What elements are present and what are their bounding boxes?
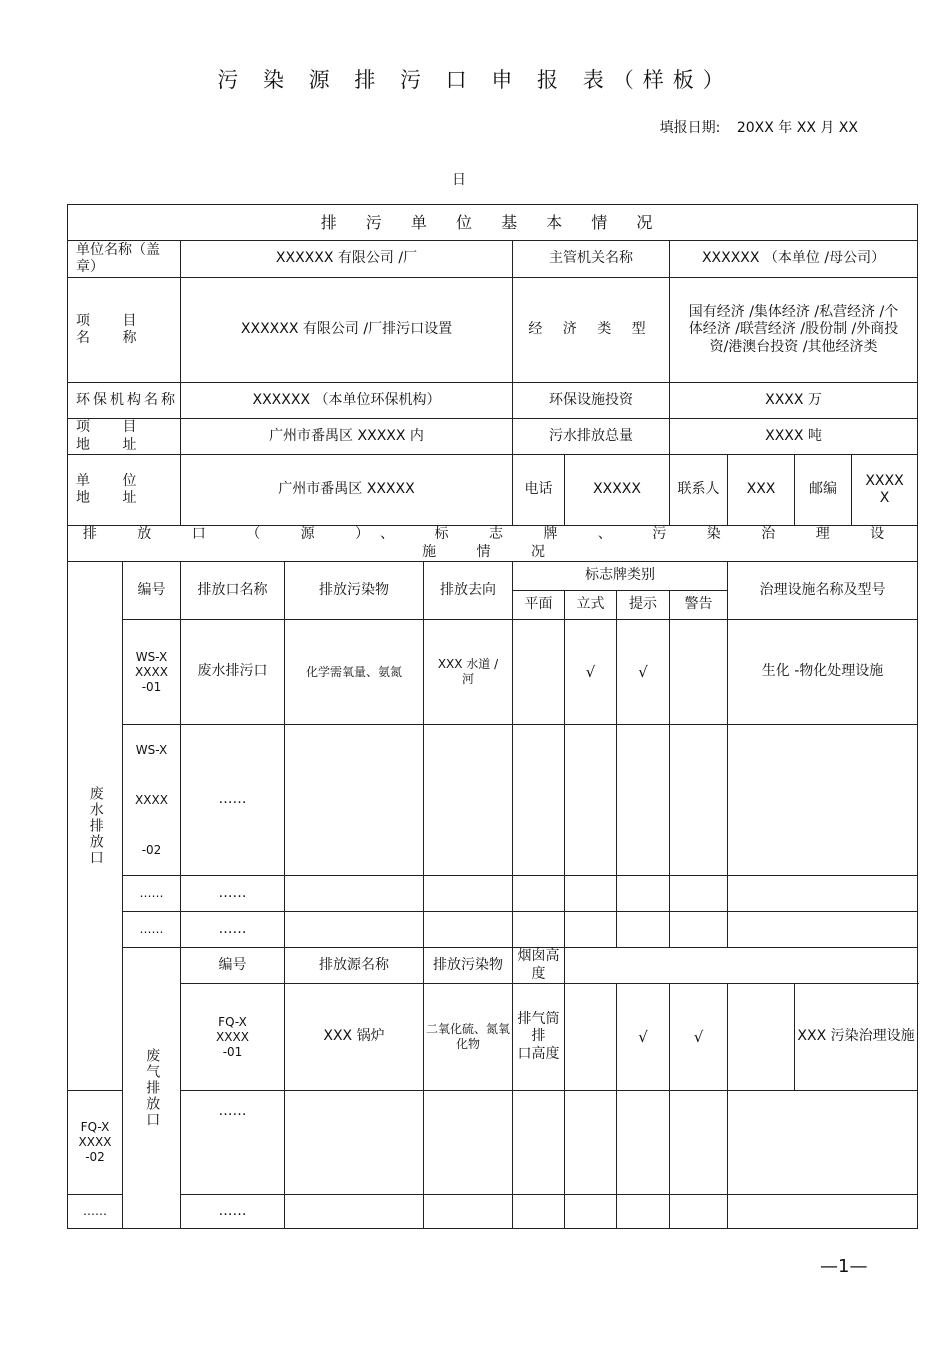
page-number: —1— <box>820 1256 868 1277</box>
ww-row-sign-hint: √ <box>617 620 670 725</box>
id-line: -01 <box>141 679 162 694</box>
outlets-section-title: 排 放 口 （ 源 ）、 标 志 牌 、 污 染 治 理 设 施 情 况 <box>68 526 918 562</box>
id-line: XXXX <box>135 793 168 807</box>
fill-date-value: 20XX 年 XX 月 XX <box>736 120 858 136</box>
ww-row-facility <box>728 912 918 948</box>
wg-row-sign-hint: √ <box>670 984 728 1091</box>
ww-row-sign-flat <box>513 620 565 725</box>
wg-row-name: XXX 锅炉 <box>285 984 424 1091</box>
authority-value: XXXXXX （本单位 /母公司） <box>670 241 918 278</box>
econ-type-value <box>670 278 918 383</box>
ww-row-sign-flat <box>513 876 565 912</box>
ww-header-sign-flat: 平面 <box>513 591 565 620</box>
ww-row-facility <box>728 725 918 876</box>
phone-label: 电话 <box>513 455 565 526</box>
ww-row-sign-flat <box>513 725 565 876</box>
wg-row-sign-hint <box>617 1091 670 1195</box>
basic-section-title: 排 污 单 位 基 本 情 况 <box>68 205 918 241</box>
table-row <box>68 725 918 876</box>
wg-header-pollutant: 排放污染物 <box>424 948 513 984</box>
ww-header-sign-hint: 提示 <box>617 591 670 620</box>
ww-row-sign-standing <box>565 876 617 912</box>
wg-row-id: …… <box>68 1195 123 1229</box>
ww-row-sign-standing: √ <box>565 620 617 725</box>
ww-row-sign-warning <box>670 725 728 876</box>
ww-row-pollutant: 化学需氧量、氨氮 <box>285 620 424 725</box>
econ-type-line: 资/港澳台投资 /其他经济类 <box>709 338 878 355</box>
wg-row-name: …… <box>181 1195 285 1229</box>
id-line: XXXX <box>216 1029 249 1044</box>
project-addr-label: 项 目 地 址 <box>68 419 181 455</box>
ww-row-sign-standing <box>565 725 617 876</box>
ww-header-id: 编号 <box>123 562 181 620</box>
ww-row-name: 废水排污口 <box>181 620 285 725</box>
ww-row-id <box>123 620 181 725</box>
ww-row-sign-hint <box>617 725 670 876</box>
ww-row-pollutant <box>285 876 424 912</box>
wg-row-sign-standing <box>565 1195 617 1229</box>
econ-type-line: 体经济 /联营经济 /股份制 /外商投 <box>688 321 899 338</box>
wastewater-total-value: XXXX 吨 <box>670 419 918 455</box>
ww-row-id <box>123 725 181 876</box>
wg-row-facility: XXX 污染治理设施 <box>795 984 918 1091</box>
postcode-line: XXXX <box>865 472 904 489</box>
ww-row-sign-hint <box>617 876 670 912</box>
wg-row-pollutant <box>285 1091 424 1195</box>
env-org-label: 环保机构名称 <box>68 383 181 419</box>
wg-row-id <box>181 984 285 1091</box>
wg-row-name: …… <box>181 1091 285 1195</box>
id-line: XXXX <box>78 1135 112 1149</box>
id-line: -02 <box>141 843 162 857</box>
fill-date-day: 日 <box>452 172 466 188</box>
ww-row-name: …… <box>181 725 285 876</box>
wg-header-height: 烟囱高度 <box>513 948 565 984</box>
econ-type-label: 经 济 类 型 <box>513 278 670 383</box>
ww-row-sign-standing <box>565 912 617 948</box>
ww-row-name: …… <box>181 912 285 948</box>
ww-row-name: …… <box>181 876 285 912</box>
id-line: XXXX <box>135 664 168 679</box>
id-line: FQ-X <box>80 1120 110 1134</box>
ww-row-destination <box>424 725 513 876</box>
ww-row-destination <box>424 620 513 725</box>
wg-header-blank <box>565 948 918 984</box>
wg-row-height <box>513 984 565 1091</box>
econ-type-line: 国有经济 /集体经济 /私营经济 /个 <box>688 303 899 320</box>
postcode-value <box>852 455 918 526</box>
contact-value: XXX <box>728 455 795 526</box>
wg-row-sign-flat <box>565 984 617 1091</box>
table-row <box>68 984 918 1091</box>
id-line: WS-X <box>135 743 168 757</box>
fill-date <box>648 117 858 137</box>
postcode-label: 邮编 <box>795 455 852 526</box>
wastewater-group-text: 废水排放口 <box>87 786 104 866</box>
ww-row-pollutant <box>285 725 424 876</box>
env-invest-value: XXXX 万 <box>670 383 918 419</box>
unit-name-value: XXXXXX 有限公司 /厂 <box>181 241 513 278</box>
wastegas-group-text: 废气排放口 <box>144 1048 161 1128</box>
wg-row-facility <box>728 1091 918 1195</box>
wg-row-sign-warning <box>728 984 795 1091</box>
id-line: -01 <box>222 1044 243 1059</box>
destination-line: XXX 水道 / <box>437 657 499 671</box>
contact-label: 联系人 <box>670 455 728 526</box>
wg-row-sign-standing <box>565 1091 617 1195</box>
wastewater-group-label <box>68 562 123 1091</box>
project-name-value: XXXXXX 有限公司 /厂排污口设置 <box>181 278 513 383</box>
wg-row-sign-warning <box>670 1195 728 1229</box>
height-line: 口高度 <box>517 1045 560 1062</box>
table-row <box>68 1091 918 1195</box>
wg-row-id <box>68 1091 123 1195</box>
ww-row-sign-flat <box>513 912 565 948</box>
authority-label: 主管机关名称 <box>513 241 670 278</box>
ww-row-sign-warning <box>670 620 728 725</box>
unit-name-label: 单位名称（盖章） <box>68 241 181 278</box>
page-title: 污 染 源 排 污 口 申 报 表（样板） <box>217 68 733 92</box>
id-line: -02 <box>85 1150 105 1164</box>
wg-row-height <box>424 1091 513 1195</box>
height-line: 排气筒排 <box>517 1010 560 1045</box>
ww-header-pollutant: 排放污染物 <box>285 562 424 620</box>
table-row <box>68 912 918 948</box>
table-row <box>68 620 918 725</box>
ww-row-destination <box>424 912 513 948</box>
wg-row-sign-standing: √ <box>617 984 670 1091</box>
project-name-label: 项 目 名 称 <box>68 278 181 383</box>
fill-date-label: 填报日期: <box>659 120 721 136</box>
table-row <box>68 876 918 912</box>
wg-row-sign-hint <box>617 1195 670 1229</box>
unit-addr-label: 单 位 地 址 <box>68 455 181 526</box>
wg-row-pollutant <box>285 1195 424 1229</box>
ww-row-sign-hint <box>617 912 670 948</box>
declaration-form-table <box>67 204 918 1229</box>
ww-header-sign-warning: 警告 <box>670 591 728 620</box>
project-addr-value: 广州市番禺区 XXXXX 内 <box>181 419 513 455</box>
ww-row-destination <box>424 876 513 912</box>
id-line: WS-X <box>135 649 168 664</box>
ww-row-facility: 生化 -物化处理设施 <box>728 620 918 725</box>
destination-line: 河 <box>461 672 474 686</box>
table-row <box>68 1195 918 1229</box>
ww-header-facility: 治理设施名称及型号 <box>728 562 918 620</box>
env-org-value: XXXXXX （本单位环保机构） <box>181 383 513 419</box>
ww-row-sign-warning <box>670 876 728 912</box>
wg-row-pollutant: 二氧化硫、氮氧化物 <box>424 984 513 1091</box>
wg-row-height <box>424 1195 513 1229</box>
ww-header-sign-standing: 立式 <box>565 591 617 620</box>
wg-header-name: 排放源名称 <box>285 948 424 984</box>
env-invest-label: 环保设施投资 <box>513 383 670 419</box>
ww-header-name: 排放口名称 <box>181 562 285 620</box>
wg-row-sign-flat <box>513 1091 565 1195</box>
ww-header-destination: 排放去向 <box>424 562 513 620</box>
postcode-line: X <box>879 490 890 506</box>
id-line: FQ-X <box>218 1014 247 1029</box>
ww-row-sign-warning <box>670 912 728 948</box>
ww-row-id: …… <box>123 876 181 912</box>
wg-header-id: 编号 <box>181 948 285 984</box>
unit-addr-value: 广州市番禺区 XXXXX <box>181 455 513 526</box>
wastegas-group-label <box>123 948 181 1229</box>
ww-header-sign-type: 标志牌类别 <box>513 562 728 591</box>
phone-value: XXXXX <box>565 455 670 526</box>
ww-row-id: …… <box>123 912 181 948</box>
ww-row-facility <box>728 876 918 912</box>
wg-row-facility <box>728 1195 918 1229</box>
wg-row-sign-warning <box>670 1091 728 1195</box>
wastewater-total-label: 污水排放总量 <box>513 419 670 455</box>
ww-row-pollutant <box>285 912 424 948</box>
wg-row-sign-flat <box>513 1195 565 1229</box>
